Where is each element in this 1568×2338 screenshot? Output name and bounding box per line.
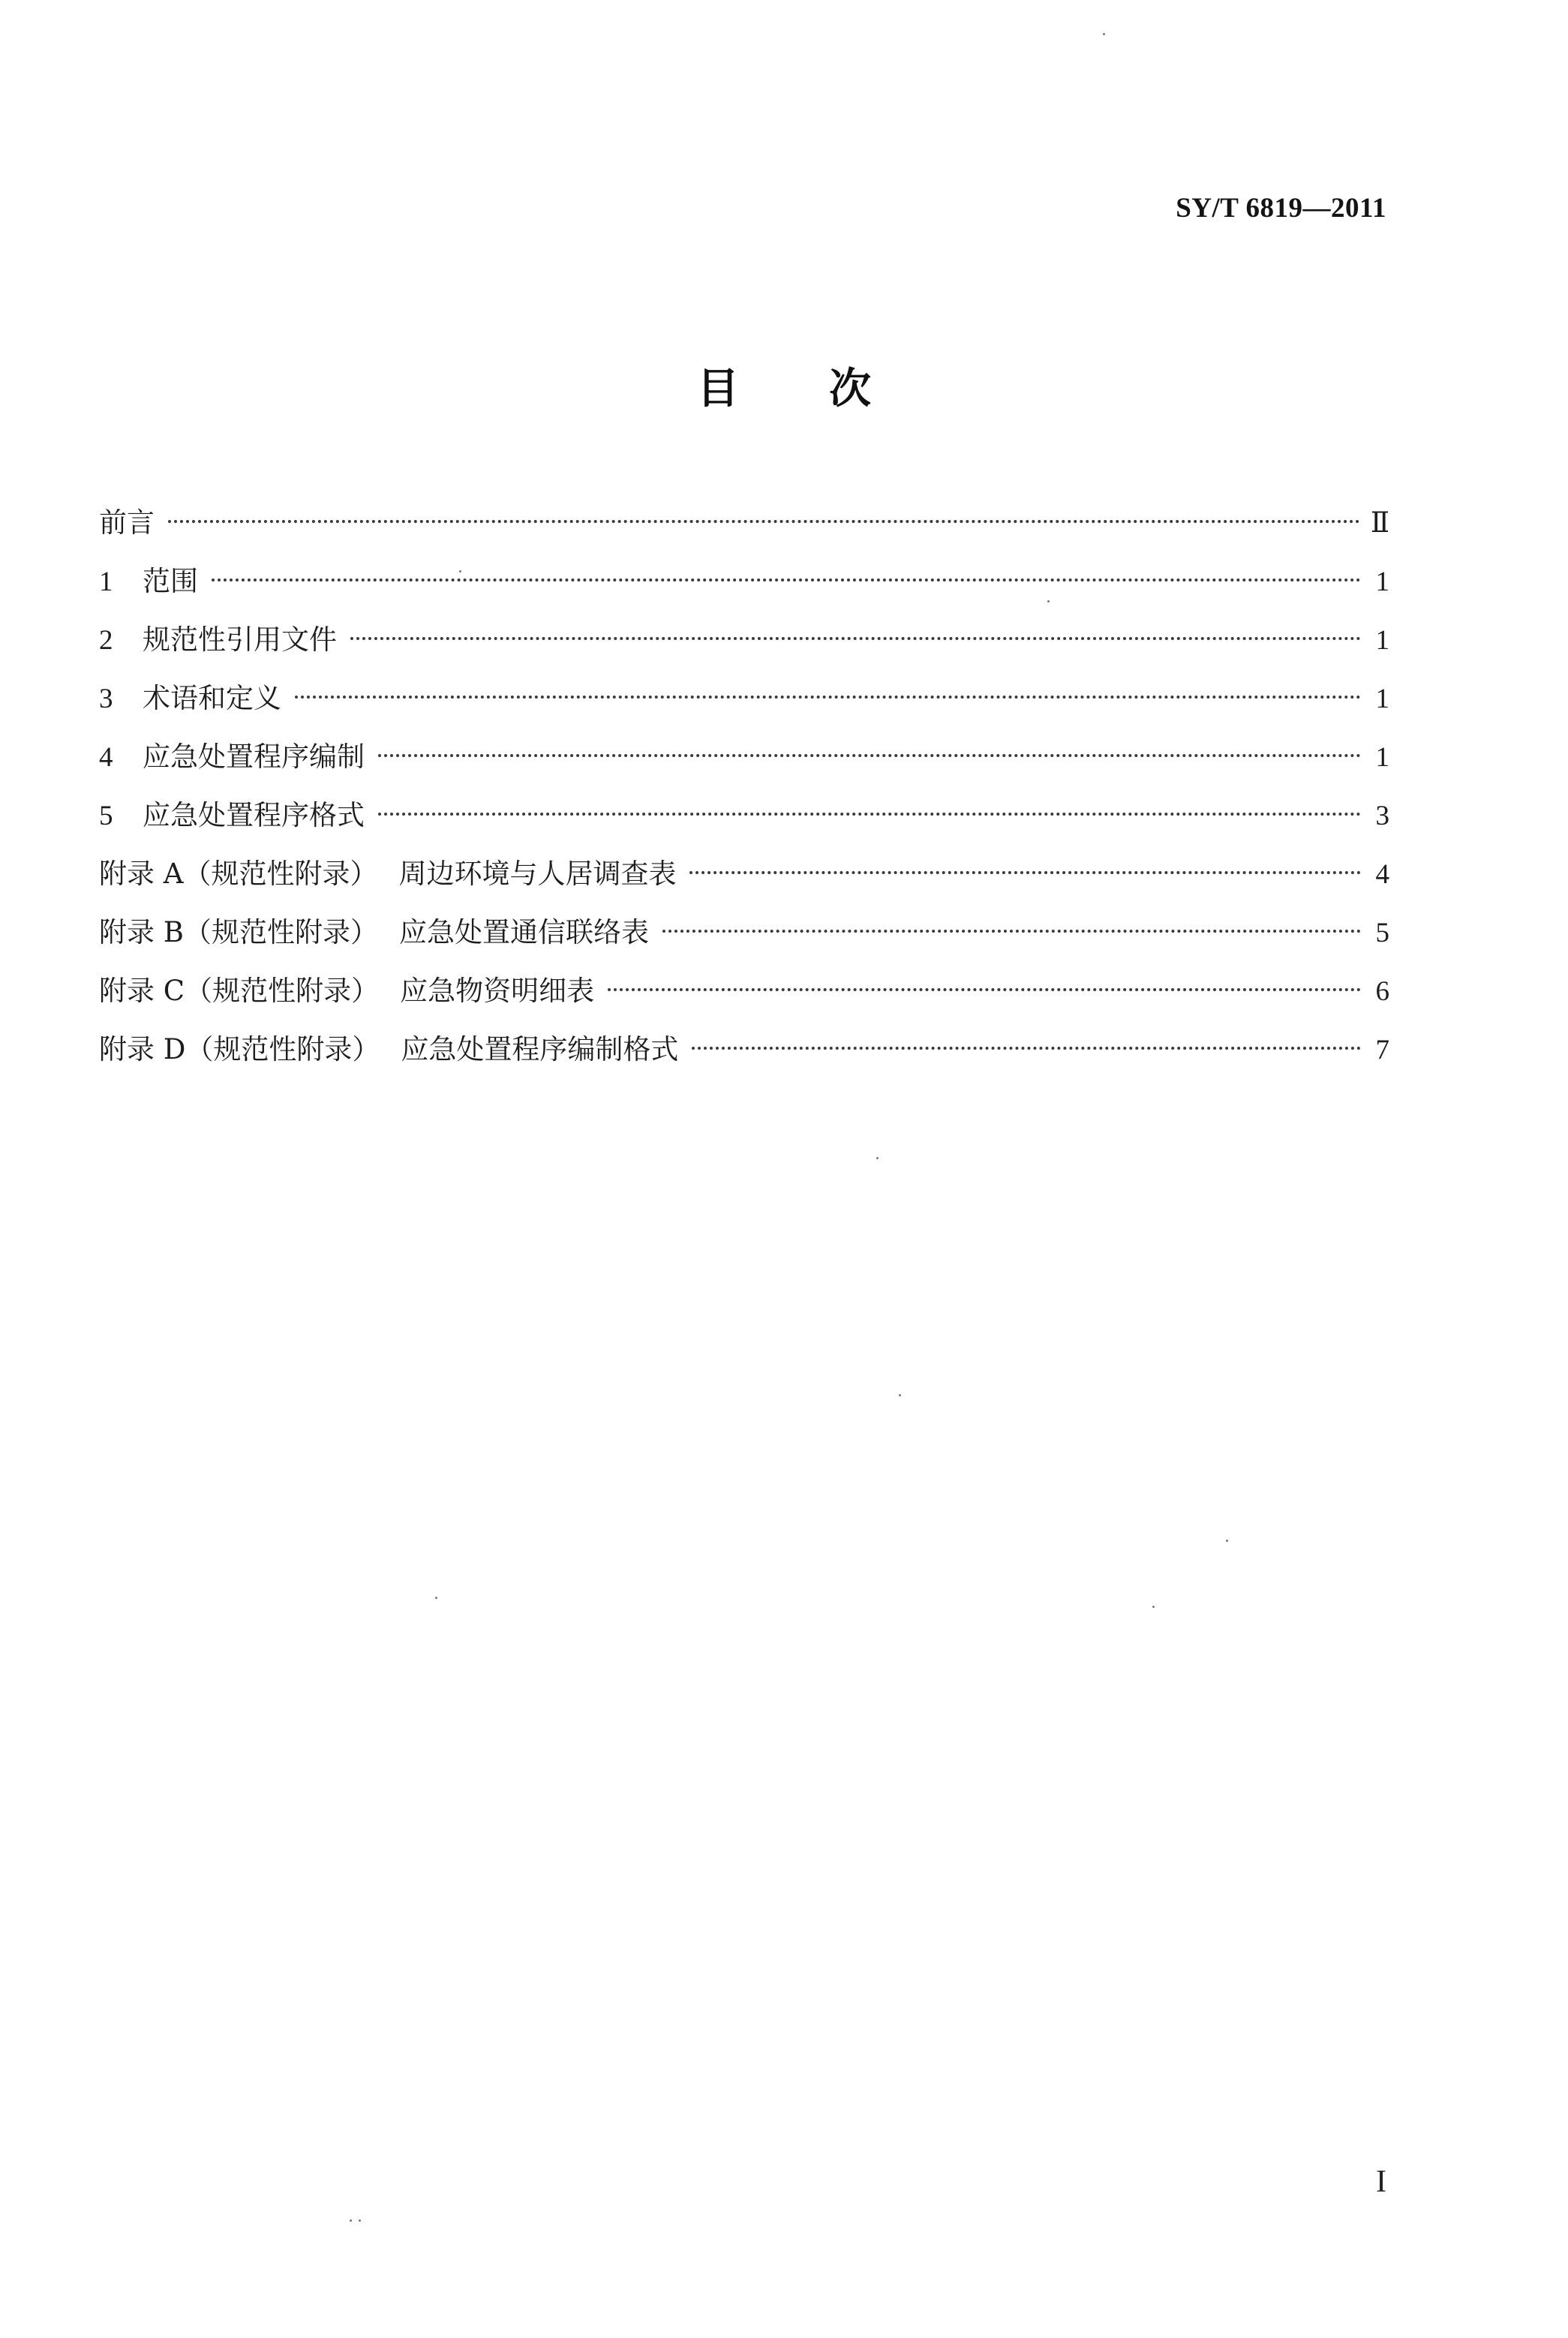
toc-leader-dots bbox=[168, 520, 1360, 523]
scan-speck bbox=[1226, 1540, 1228, 1542]
toc-leader-dots bbox=[689, 871, 1361, 874]
scan-speck bbox=[435, 1597, 437, 1599]
toc-entry-label: 应急物资明细表 bbox=[400, 975, 595, 1007]
toc-entry-4[interactable] bbox=[99, 738, 1389, 797]
toc-leader-dots bbox=[608, 988, 1361, 991]
toc-entry-number: 1 bbox=[99, 566, 113, 597]
toc-entry-label: 应急处置程序编制 bbox=[143, 741, 365, 773]
scan-speck bbox=[459, 570, 461, 572]
toc-entry-page: 5 bbox=[1375, 918, 1389, 948]
toc-entry-label: 规范性引用文件 bbox=[143, 624, 337, 656]
toc-entry-label: 前言 bbox=[99, 506, 155, 539]
toc-entry-page: 3 bbox=[1375, 801, 1389, 831]
toc-entry-page: 4 bbox=[1375, 859, 1389, 890]
toc-entry-number: 4 bbox=[99, 742, 113, 773]
toc-entry-label: 应急处置程序格式 bbox=[143, 799, 365, 831]
toc-entry-page: 1 bbox=[1375, 566, 1389, 597]
toc-entry-1[interactable] bbox=[99, 563, 1389, 621]
scan-speck bbox=[1047, 600, 1050, 603]
toc-entry-page: Ⅱ bbox=[1370, 508, 1389, 539]
toc-entry-appendix-b[interactable] bbox=[99, 914, 1389, 972]
scan-speck bbox=[350, 2219, 352, 2222]
toc-list bbox=[99, 504, 1389, 1089]
toc-title-left: 目 bbox=[697, 365, 739, 413]
scan-speck bbox=[359, 2219, 361, 2222]
toc-entry-number: 5 bbox=[99, 801, 113, 831]
scan-speck bbox=[876, 1157, 879, 1159]
toc-entry-2[interactable] bbox=[99, 621, 1389, 680]
toc-entry-appendix-c[interactable] bbox=[99, 972, 1389, 1031]
toc-leader-dots bbox=[212, 578, 1361, 581]
toc-entry-label: 术语和定义 bbox=[143, 682, 281, 714]
document-code: SY/T 6819—2011 bbox=[1176, 193, 1386, 224]
toc-leader-dots bbox=[378, 813, 1361, 816]
toc-leader-dots bbox=[350, 637, 1361, 640]
toc-leader-dots bbox=[662, 930, 1361, 933]
toc-entry-appendix-d[interactable] bbox=[99, 1031, 1389, 1089]
toc-entry-page: 6 bbox=[1375, 976, 1389, 1007]
toc-entry-page: 7 bbox=[1375, 1035, 1389, 1065]
toc-entry-appendix-a[interactable] bbox=[99, 855, 1389, 914]
toc-entry-label: 应急处置通信联络表 bbox=[398, 916, 649, 948]
toc-appendix-prefix: 附录 B（规范性附录） bbox=[99, 916, 378, 948]
toc-entry-page: 1 bbox=[1375, 625, 1389, 656]
toc-leader-dots bbox=[692, 1047, 1361, 1050]
toc-entry-3[interactable] bbox=[99, 680, 1389, 738]
toc-entry-number: 2 bbox=[99, 625, 113, 656]
page-number: I bbox=[1376, 2165, 1386, 2199]
toc-title bbox=[0, 356, 1568, 416]
toc-entry-label: 应急处置程序编制格式 bbox=[401, 1033, 679, 1065]
scan-speck bbox=[899, 1394, 901, 1396]
toc-entry-5[interactable] bbox=[99, 797, 1389, 855]
toc-appendix-prefix: 附录 A（规范性附录） bbox=[99, 858, 378, 890]
toc-entry-foreword[interactable] bbox=[99, 504, 1389, 563]
toc-entry-label: 周边环境与人居调查表 bbox=[398, 858, 677, 890]
toc-leader-dots bbox=[295, 696, 1361, 699]
toc-title-right: 次 bbox=[829, 365, 871, 413]
scan-speck bbox=[1152, 1606, 1155, 1608]
toc-entry-page: 1 bbox=[1375, 742, 1389, 773]
toc-entry-number: 3 bbox=[99, 684, 113, 714]
toc-appendix-prefix: 附录 D（规范性附录） bbox=[99, 1033, 380, 1065]
toc-entry-page: 1 bbox=[1375, 684, 1389, 714]
toc-leader-dots bbox=[378, 754, 1361, 757]
scan-speck bbox=[1103, 33, 1105, 35]
toc-entry-label: 范围 bbox=[143, 565, 198, 597]
toc-appendix-prefix: 附录 C（规范性附录） bbox=[99, 975, 380, 1007]
